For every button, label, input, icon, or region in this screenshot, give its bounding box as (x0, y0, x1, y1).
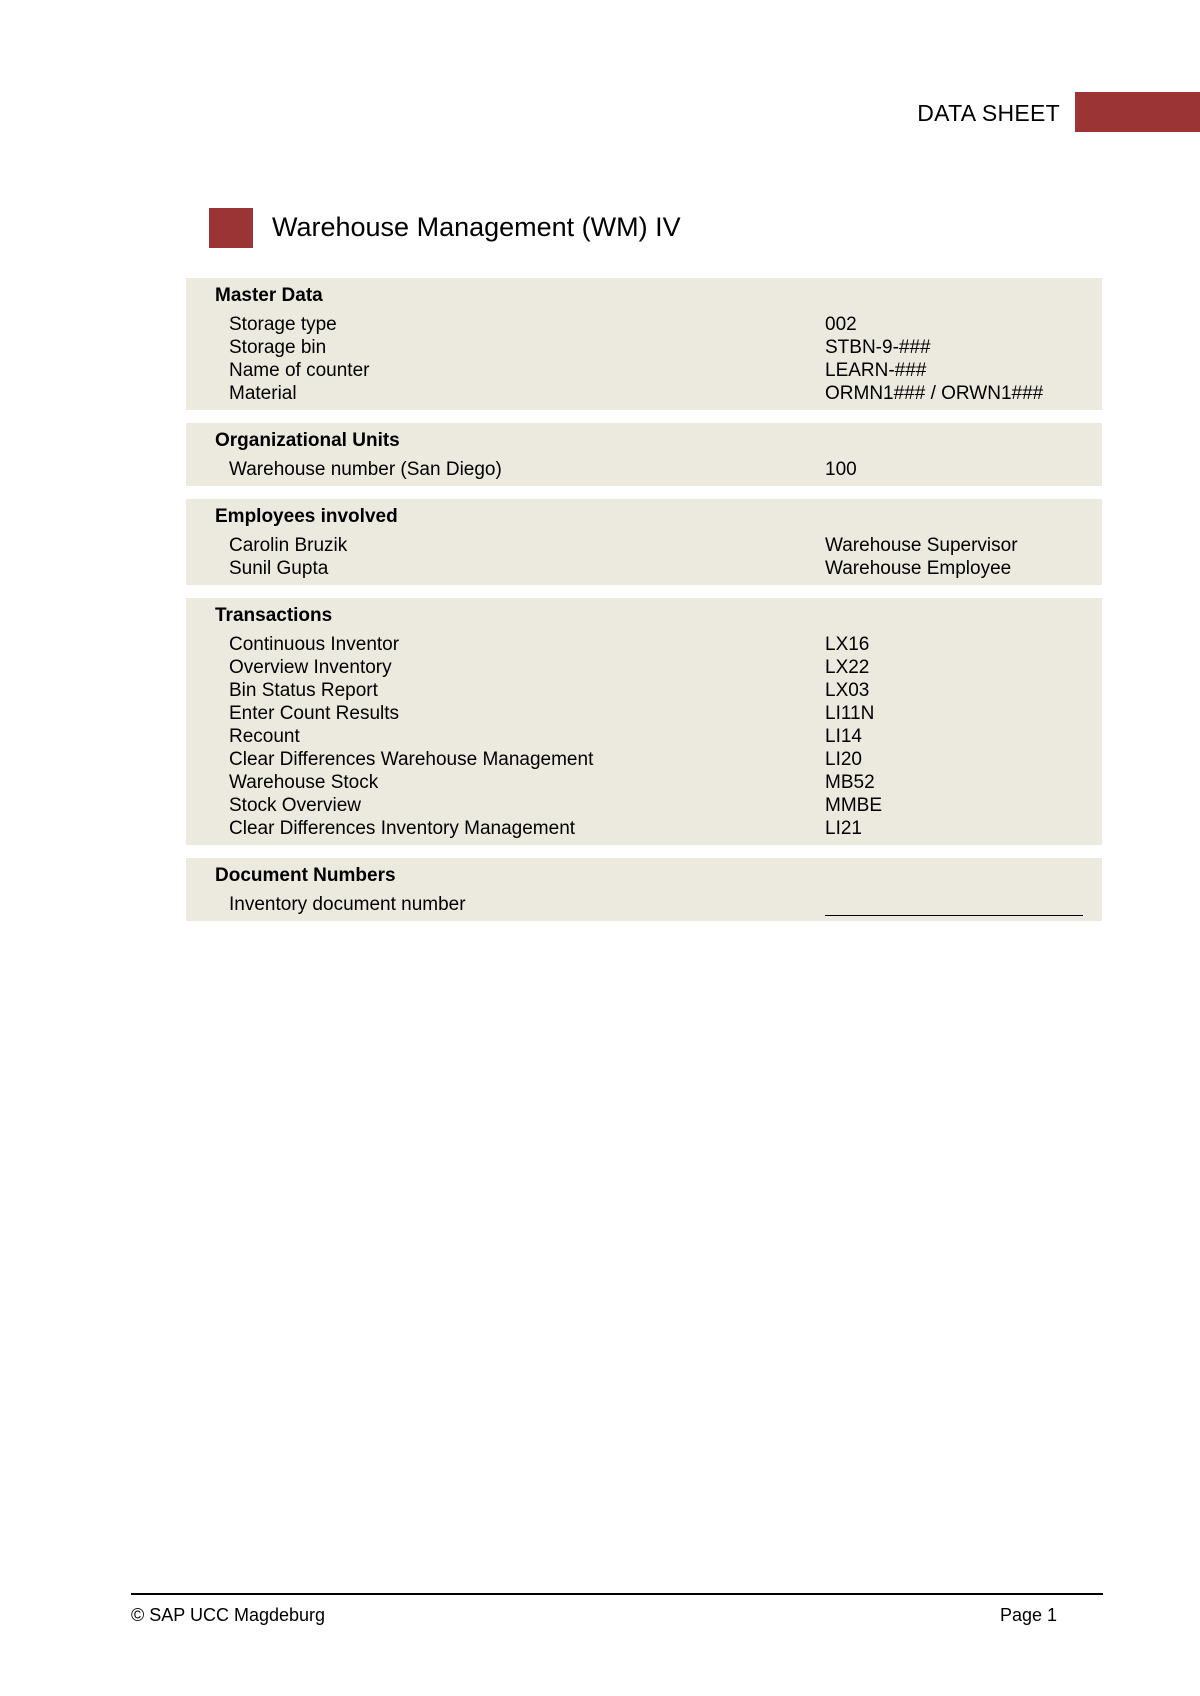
section-transactions (186, 598, 1102, 845)
row-label: Recount (229, 726, 300, 747)
data-row (215, 656, 1102, 679)
row-label: Material (229, 383, 297, 404)
row-label: Overview Inventory (229, 657, 392, 678)
row-value: LI20 (825, 749, 862, 770)
sections-container (186, 278, 1102, 934)
row-label: Storage type (229, 314, 337, 335)
row-value: STBN-9-### (825, 337, 931, 358)
data-row (215, 725, 1102, 748)
section-employees-involved (186, 499, 1102, 585)
data-row (215, 679, 1102, 702)
row-value: LX22 (825, 657, 870, 678)
section-heading: Master Data (215, 285, 323, 306)
section-master-data (186, 278, 1102, 410)
row-value: LEARN-### (825, 360, 927, 381)
data-row (215, 382, 1102, 405)
data-row (215, 336, 1102, 359)
header-label: DATA SHEET (917, 100, 1060, 126)
section-heading: Transactions (215, 605, 333, 626)
row-label: Carolin Bruzik (229, 535, 348, 556)
row-label: Stock Overview (229, 795, 361, 816)
row-label: Warehouse number (San Diego) (229, 459, 502, 480)
data-row (215, 633, 1102, 656)
footer-page-number: Page 1 (999, 1605, 1057, 1625)
row-value: MB52 (825, 772, 875, 793)
row-value: ORMN1### / ORWN1### (825, 383, 1044, 404)
row-label: Warehouse Stock (229, 772, 379, 793)
data-row (215, 893, 1102, 916)
row-value: 100 (825, 459, 857, 480)
row-value: 002 (825, 314, 857, 335)
data-row (215, 458, 1102, 481)
row-value: LX03 (825, 680, 870, 701)
row-value: MMBE (825, 795, 882, 816)
data-row (215, 817, 1102, 840)
row-value: LI14 (825, 726, 862, 747)
row-label: Enter Count Results (229, 703, 400, 724)
row-label: Name of counter (229, 360, 370, 381)
data-row (215, 702, 1102, 725)
section-heading: Employees involved (215, 506, 398, 527)
data-row (215, 748, 1102, 771)
row-label: Inventory document number (229, 894, 466, 915)
title-accent-square (209, 208, 253, 248)
data-row (215, 557, 1102, 580)
row-label: Storage bin (229, 337, 327, 358)
row-value: Warehouse Employee (825, 558, 1012, 579)
data-row (215, 534, 1102, 557)
header-accent-bar (1075, 92, 1200, 132)
fill-in-blank-line (825, 899, 1083, 916)
row-value: LX16 (825, 634, 870, 655)
data-row (215, 794, 1102, 817)
data-row (215, 771, 1102, 794)
section-heading: Organizational Units (215, 430, 400, 451)
row-label: Bin Status Report (229, 680, 378, 701)
row-value: LI11N (825, 703, 875, 724)
data-row (215, 313, 1102, 336)
section-heading: Document Numbers (215, 865, 396, 886)
row-value: Warehouse Supervisor (825, 535, 1018, 556)
footer-copyright: © SAP UCC Magdeburg (131, 1605, 326, 1625)
document-title: Warehouse Management (WM) IV (272, 212, 681, 242)
data-row (215, 359, 1102, 382)
row-value: LI21 (825, 818, 862, 839)
section-organizational-units (186, 423, 1102, 486)
row-label: Continuous Inventor (229, 634, 400, 655)
row-label: Clear Differences Inventory Management (229, 818, 576, 839)
footer-rule (131, 1593, 1103, 1595)
inventory-document-number-field (825, 893, 1102, 916)
row-label: Clear Differences Warehouse Management (229, 749, 594, 770)
section-document-numbers (186, 858, 1102, 921)
row-label: Sunil Gupta (229, 558, 329, 579)
